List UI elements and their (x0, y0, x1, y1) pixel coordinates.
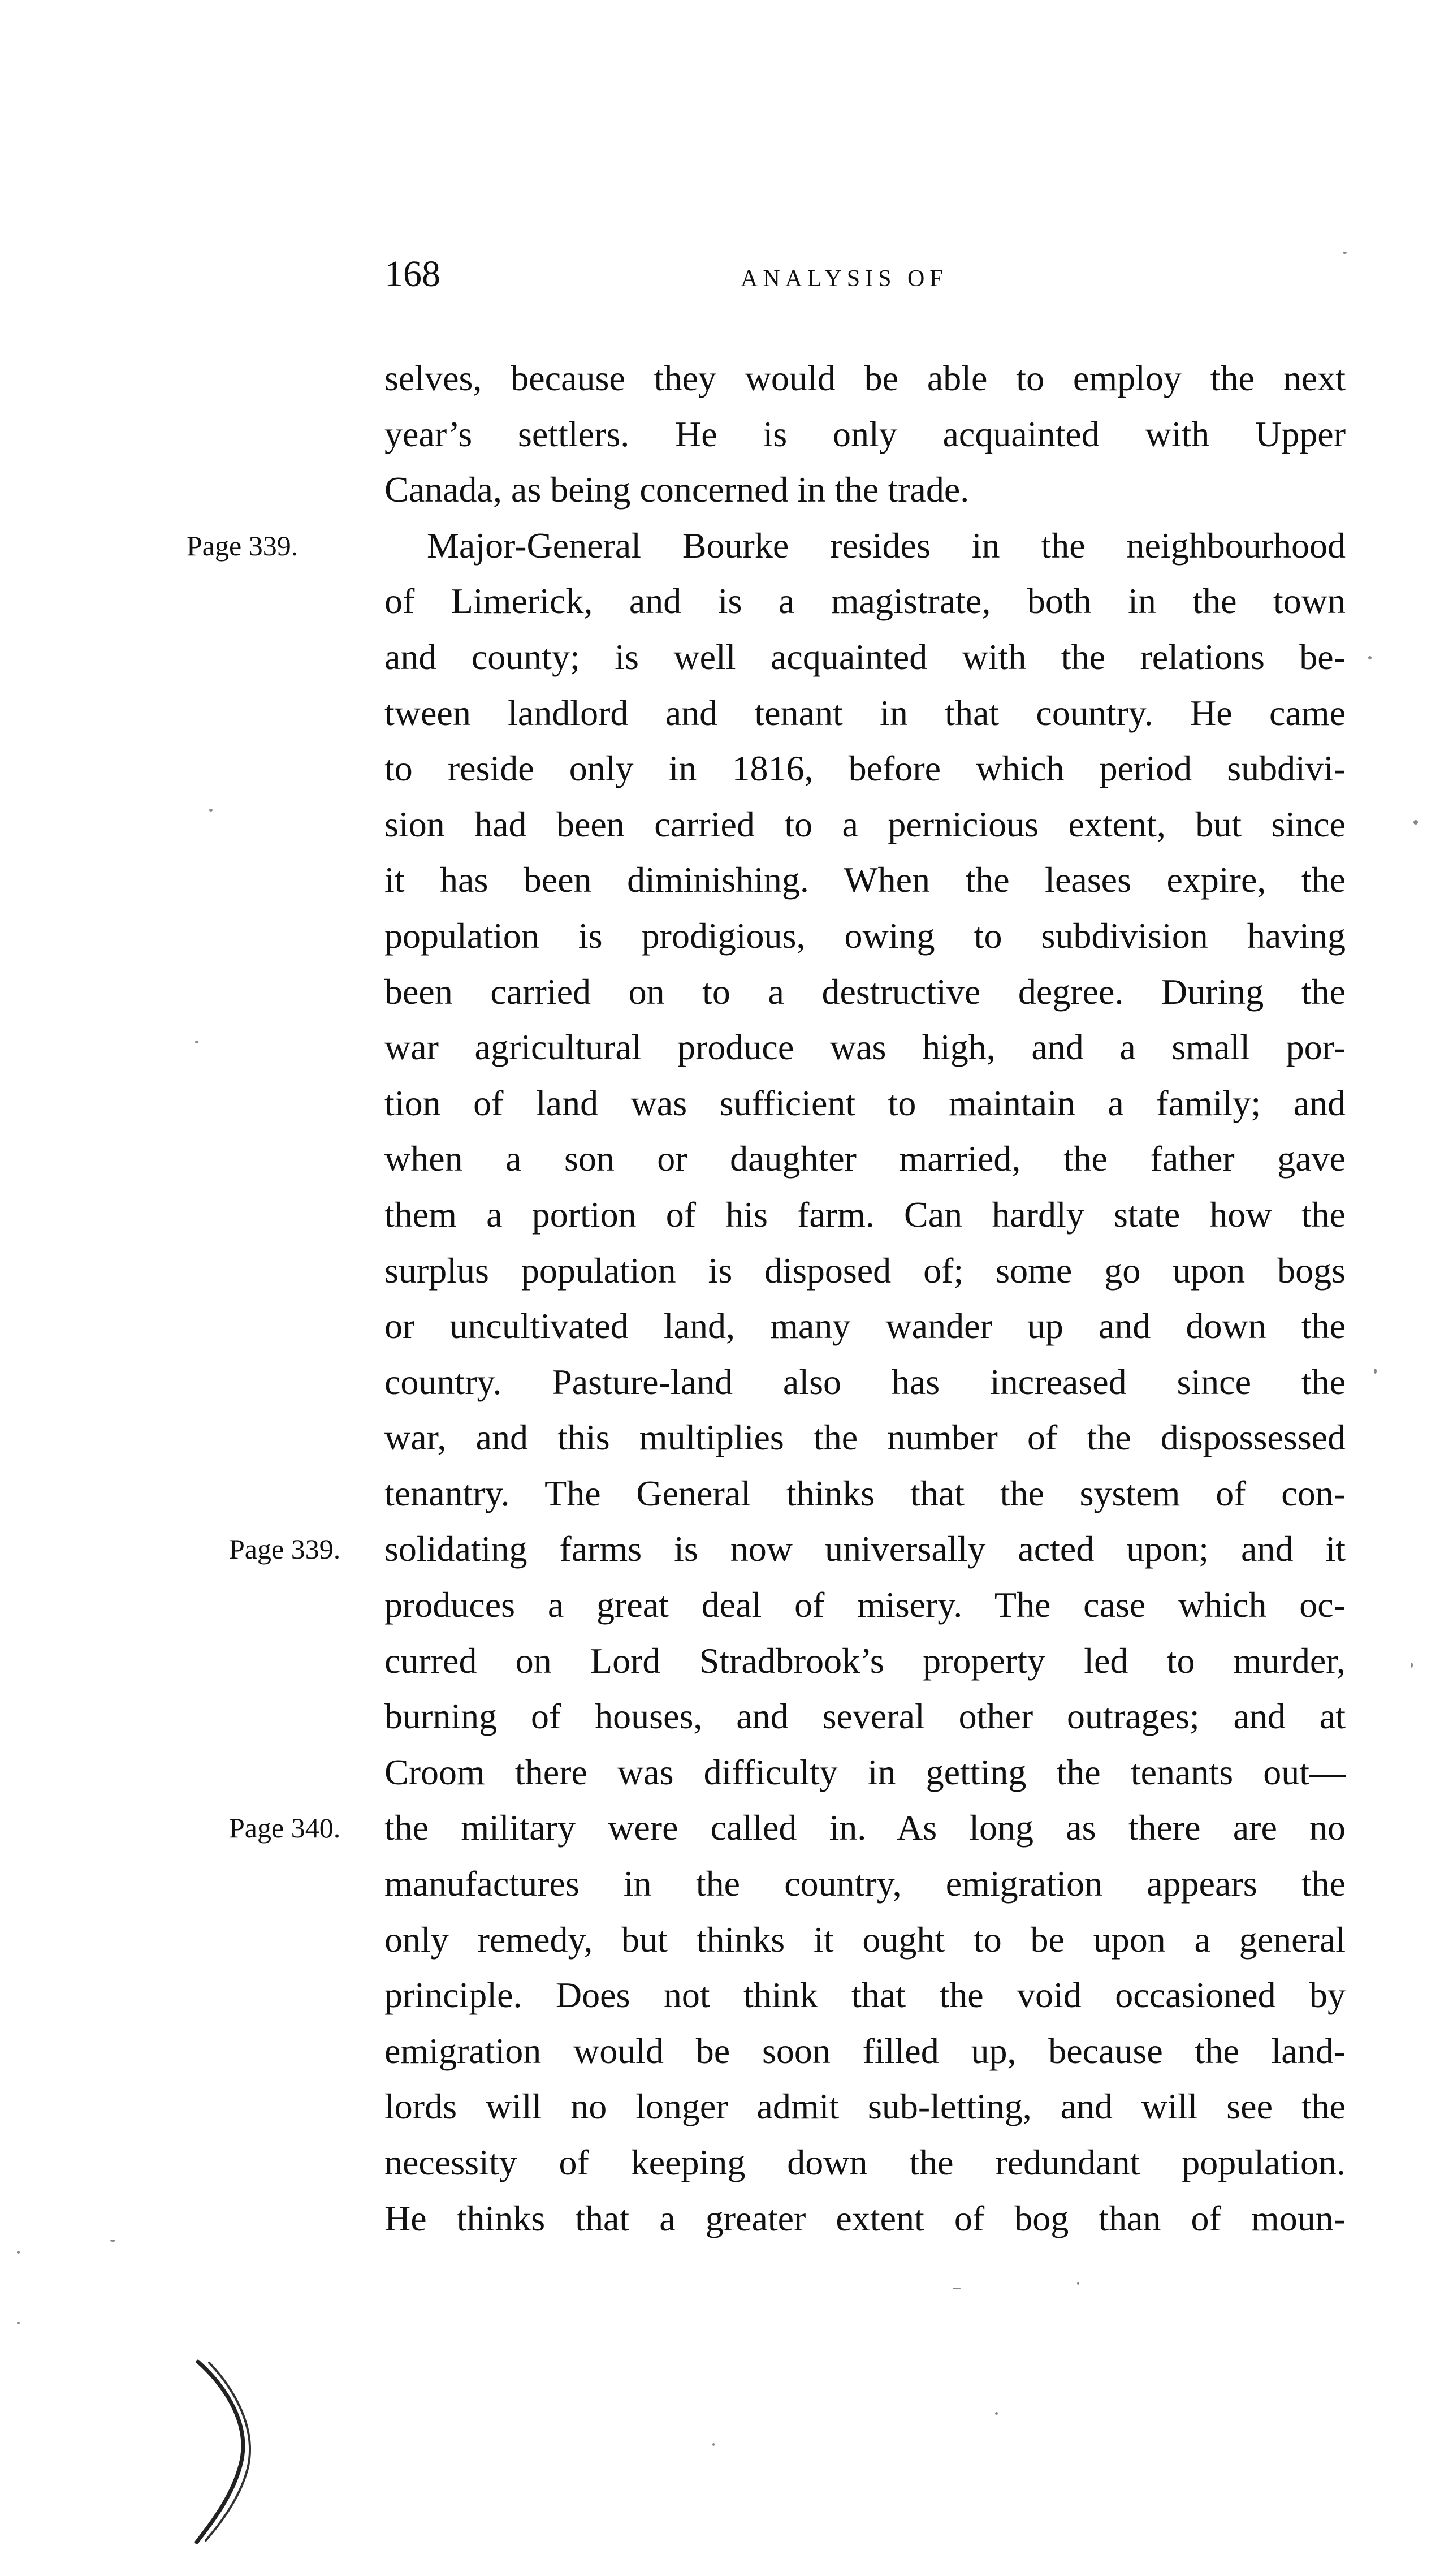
scan-speck (1077, 2282, 1079, 2285)
text-line (384, 908, 1346, 964)
text-line (384, 1745, 1346, 1801)
scan-speck (712, 2443, 715, 2446)
text-line-content: population is prodigious, owing to subdivision having (384, 915, 1346, 956)
text-line-content: selves, because they would be able to employ the next (384, 358, 1346, 398)
text-line-content: necessity of keeping down the redundant population. (384, 2142, 1346, 2182)
margin-page-reference: Page 340. (229, 1812, 341, 1844)
text-line-content: to reside only in 1816, before which period subdivi- (384, 748, 1346, 789)
text-line (384, 1131, 1346, 1187)
text-line (384, 1856, 1346, 1912)
running-title: ANALYSIS OF (741, 266, 948, 292)
text-line (229, 1521, 1346, 1577)
text-line (384, 1633, 1346, 1689)
text-line (384, 1912, 1346, 1968)
text-line (384, 1076, 1346, 1132)
text-line-content: Croom there was difficulty in getting the tenants out— (384, 1751, 1346, 1792)
margin-page-reference: Page 339. (187, 529, 299, 562)
text-line (384, 1020, 1346, 1076)
text-line-content: war, and this multiplies the number of the dispossessed (384, 1417, 1346, 1458)
text-line (384, 685, 1346, 741)
text-line-content: of Limerick, and is a magistrate, both in the town (384, 581, 1346, 622)
text-line-content: Canada, as being concerned in the trade. (384, 469, 970, 510)
text-line-content: war agricultural produce was high, and a small por- (384, 1027, 1346, 1068)
text-line-content: manufactures in the country, emigration appears the (384, 1863, 1346, 1904)
text-line-content: tenantry. The General thinks that the system of con- (384, 1473, 1346, 1513)
text-line (384, 2023, 1346, 2079)
text-line (384, 629, 1346, 685)
scan-speck (1413, 820, 1418, 825)
text-line-content: them a portion of his farm. Can hardly state how the (384, 1194, 1346, 1235)
scan-speck (17, 2251, 20, 2254)
text-line (384, 1354, 1346, 1410)
text-line (384, 1410, 1346, 1466)
text-line-content: principle. Does not think that the void occasioned by (384, 1975, 1346, 2016)
text-line-content: tion of land was sufficient to maintain a family; and (384, 1082, 1346, 1123)
text-line-content: been carried on to a destructive degree. During the (384, 971, 1346, 1012)
pencil-bracket-mark (187, 2358, 266, 2545)
text-line-content: surplus population is disposed of; some go upon bogs (384, 1250, 1346, 1291)
text-line (229, 1800, 1346, 1856)
text-line-content: Major-General Bourke resides in the neighbourhood (427, 525, 1346, 566)
page-number: 168 (384, 253, 440, 295)
text-line-content: it has been diminishing. When the leases expire, the (384, 860, 1346, 900)
text-line (384, 2191, 1346, 2247)
text-line (384, 1967, 1346, 2023)
scan-speck (209, 809, 213, 812)
scan-speck (110, 2240, 115, 2242)
text-line-content: lords will no longer admit sub-letting, and will see the (384, 2086, 1346, 2127)
text-line-content: produces a great deal of misery. The case which oc- (384, 1585, 1346, 1625)
text-line-content: only remedy, but thinks it ought to be upon a general (384, 1919, 1346, 1960)
text-line (384, 797, 1346, 853)
text-line (384, 741, 1346, 797)
text-line-content: sion had been carried to a pernicious extent, but since (384, 804, 1346, 844)
scan-speck (17, 2322, 20, 2324)
text-line (384, 2079, 1346, 2135)
running-head (384, 249, 1346, 300)
text-line (384, 1577, 1346, 1633)
text-line-content: curred on Lord Stradbrook’s property led to murder, (384, 1640, 1346, 1681)
scan-speck (1411, 1663, 1413, 1668)
scan-speck (1374, 1369, 1377, 1374)
text-line (384, 351, 1346, 407)
body-text (187, 351, 1346, 2246)
text-line-content: tween landlord and tenant in that country. He came (384, 692, 1346, 733)
scan-speck (953, 2288, 961, 2289)
text-line (384, 964, 1346, 1020)
text-line-content: and county; is well acquainted with the relations be- (384, 636, 1346, 677)
text-line (384, 462, 1346, 518)
text-line (384, 1187, 1346, 1243)
text-line (384, 2135, 1346, 2191)
scan-speck (1343, 252, 1347, 254)
scan-speck (995, 2412, 998, 2415)
text-line-content: the military were called in. As long as there are no (384, 1807, 1346, 1848)
text-line-content: or uncultivated land, many wander up and down the (384, 1306, 1346, 1347)
text-line-content: country. Pasture-land also has increased since the (384, 1361, 1346, 1402)
text-line (384, 852, 1346, 908)
text-line-content: emigration would be soon filled up, because the land- (384, 2030, 1346, 2071)
text-line (187, 518, 1346, 574)
text-line-content: solidating farms is now universally acted upon; and it (384, 1529, 1346, 1569)
text-line-content: burning of houses, and several other outrages; and at (384, 1696, 1346, 1737)
text-line-content: He thinks that a greater extent of bog than of moun- (384, 2198, 1346, 2238)
margin-page-reference: Page 339. (229, 1533, 341, 1565)
text-line (384, 1689, 1346, 1745)
text-line-content: when a son or daughter married, the father gave (384, 1138, 1346, 1179)
text-line (384, 573, 1346, 629)
text-line (384, 1466, 1346, 1522)
scan-speck (1368, 656, 1372, 659)
text-line-content: year’s settlers. He is only acquainted with Upper (384, 413, 1346, 454)
text-line (384, 1243, 1346, 1299)
scan-speck (195, 1041, 198, 1043)
text-line (384, 407, 1346, 463)
text-line (384, 1298, 1346, 1354)
